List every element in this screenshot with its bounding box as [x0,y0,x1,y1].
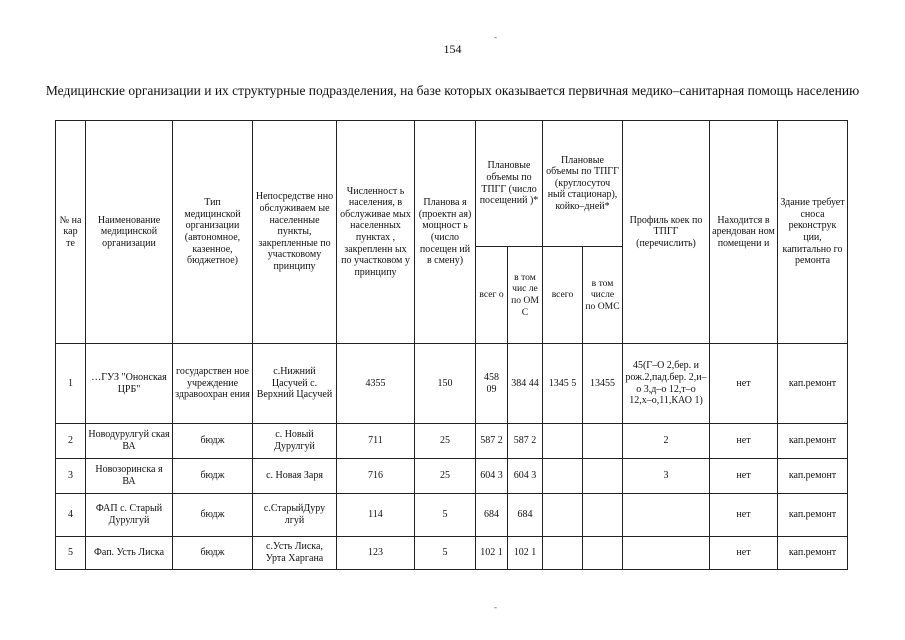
cell-population: 114 [337,494,415,537]
header-visits: Плановые объемы по ТПГГ (число посещений )* [476,121,543,247]
cell-hospital-total [543,459,583,494]
cell-visits-total: 458 09 [476,344,508,424]
cell-name: …ГУЗ "Ононская ЦРБ" [86,344,173,424]
cell-beds: 45(Г–О 2,бер. и рож.2,пад.бер. 2,и–о 3,д–о 12,т–о 12,х–о,11,КАО 1) [623,344,710,424]
cell-hospital-oms [583,424,623,459]
cell-rented: нет [710,494,778,537]
cell-num: 2 [56,424,86,459]
cell-hospital-total [543,537,583,570]
cell-population: 711 [337,424,415,459]
cell-population: 4355 [337,344,415,424]
cell-hospital-oms: 13455 [583,344,623,424]
header-num: № на кар те [56,121,86,344]
page-number: 154 [443,42,462,56]
table-row [56,494,848,537]
cell-visits-total: 102 1 [476,537,508,570]
cell-hospital-oms [583,537,623,570]
cell-beds [623,537,710,570]
cell-hospital-total [543,494,583,537]
cell-type: бюдж [173,537,253,570]
cell-building: кап.ремонт [778,459,848,494]
cell-rented: нет [710,459,778,494]
cell-hospital-oms [583,459,623,494]
scan-mark: - [494,602,497,612]
cell-hospital-total [543,424,583,459]
table-row [56,424,848,459]
header-capacity: Планова я (проектн ая) мощност ь (число посещен ий в смену) [415,121,476,344]
cell-type: бюдж [173,459,253,494]
cell-num: 4 [56,494,86,537]
cell-visits-oms: 587 2 [508,424,543,459]
header-type: Тип медицинской организации (автономное, казенное, бюджетное) [173,121,253,344]
scan-mark: - [494,32,497,42]
cell-visits-total: 604 3 [476,459,508,494]
header-name: Наименование медицинской организации [86,121,173,344]
cell-name: Новозоринска я ВА [86,459,173,494]
page-title: Медицинские организации и их структурные подразделения, на базе которых оказывается первичная медико–санитарная помощь населению [45,83,860,98]
cell-building: кап.ремонт [778,494,848,537]
cell-name: ФАП с. Старый Дурулгуй [86,494,173,537]
cell-num: 5 [56,537,86,570]
cell-population: 123 [337,537,415,570]
header-building: Здание требует сноса реконструк ции, капитально го ремонта [778,121,848,344]
header-beds: Профиль коек по ТПГГ (перечислить) [623,121,710,344]
header-hospital-oms: в том числе по ОМС [583,247,623,344]
header-row [56,121,848,247]
cell-num: 1 [56,344,86,424]
cell-type: бюдж [173,494,253,537]
header-hospital-total: всего [543,247,583,344]
cell-building: кап.ремонт [778,424,848,459]
header-visits-total: всег о [476,247,508,344]
cell-visits-oms: 684 [508,494,543,537]
cell-visits-oms: 384 44 [508,344,543,424]
header-points: Непосредстве нно обслуживаем ые населенные пункты, закрепленные по участковому принципу [253,121,337,344]
cell-hospital-oms [583,494,623,537]
cell-rented: нет [710,424,778,459]
cell-num: 3 [56,459,86,494]
cell-rented: нет [710,537,778,570]
cell-building: кап.ремонт [778,344,848,424]
table-row [56,537,848,570]
cell-points: с.Усть Лиска, Урта Харгана [253,537,337,570]
header-hospital: Плановые объемы по ТПГГ (круглосуточ ный стационар), койко–дней* [543,121,623,247]
cell-rented: нет [710,344,778,424]
cell-points: с. Новый Дурулгуй [253,424,337,459]
cell-visits-total: 587 2 [476,424,508,459]
header-visits-oms: в том чис ле по ОМ С [508,247,543,344]
cell-beds [623,494,710,537]
cell-type: государствен ное учреждение здравоохран ения [173,344,253,424]
header-population: Численност ь населения, в обслуживае мых населенных пунктах , закрепленн ых по участковом у принципу [337,121,415,344]
cell-capacity: 150 [415,344,476,424]
cell-population: 716 [337,459,415,494]
table-row [56,459,848,494]
cell-capacity: 5 [415,494,476,537]
cell-capacity: 25 [415,424,476,459]
cell-capacity: 5 [415,537,476,570]
cell-visits-total: 684 [476,494,508,537]
table-row [56,344,848,424]
cell-hospital-total: 1345 5 [543,344,583,424]
cell-visits-oms: 604 3 [508,459,543,494]
cell-points: с.СтарыйДуру лгуй [253,494,337,537]
cell-visits-oms: 102 1 [508,537,543,570]
cell-beds: 3 [623,459,710,494]
header-rented: Находится в арендован ном помещени и [710,121,778,344]
cell-name: Новодурулгуй ская ВА [86,424,173,459]
cell-points: с. Новая Заря [253,459,337,494]
cell-building: кап.ремонт [778,537,848,570]
cell-beds: 2 [623,424,710,459]
cell-capacity: 25 [415,459,476,494]
cell-name: Фап. Усть Лиска [86,537,173,570]
medical-organizations-table [55,120,848,570]
cell-type: бюдж [173,424,253,459]
cell-points: с.Нижний Цасучей с. Верхний Цасучей [253,344,337,424]
